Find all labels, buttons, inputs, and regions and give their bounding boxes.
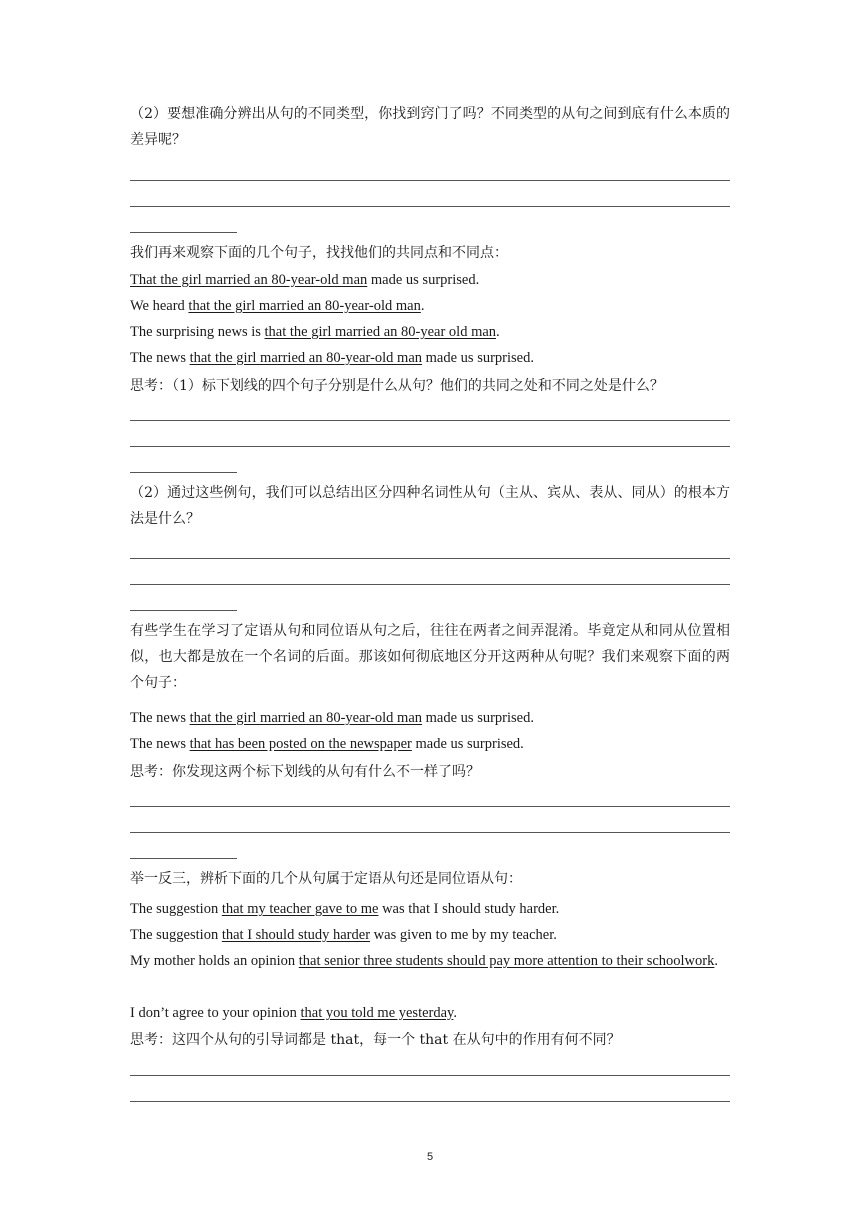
think-question-3: 思考：你发现这两个标下划线的从句有什么不一样了吗？	[130, 764, 480, 780]
answer-line	[130, 420, 730, 421]
example-sentence: The suggestion that my teacher gave to me was that I should study harder.	[130, 901, 560, 917]
practice-intro: 举一反三，辨析下面的几个从句属于定语从句还是同位语从句：	[130, 871, 522, 887]
underlined-clause: that the girl married an 80-year old man	[264, 324, 497, 340]
example-sentence: I don’t agree to your opinion that you told me yesterday.	[130, 1005, 457, 1021]
example-sentence: The suggestion that I should study harder was given to me by my teacher.	[130, 927, 557, 943]
underlined-clause: that the girl married an 80-year-old man	[189, 710, 423, 726]
underlined-clause: that the girl married an 80-year-old man	[188, 298, 421, 314]
answer-line	[130, 858, 237, 859]
answer-line	[130, 806, 730, 807]
answer-line	[130, 446, 730, 447]
think-question-4: 思考：这四个从句的引导词都是 that，每一个 that 在从句中的作用有何不同？	[130, 1032, 621, 1048]
underlined-clause: that has been posted on the newspaper	[189, 736, 412, 752]
think-question-1: 思考：（1）标下划线的四个句子分别是什么从句？他们的共同之处和不同之处是什么？	[130, 378, 664, 394]
example-sentence: The news that the girl married an 80-year-old man made us surprised.	[130, 350, 534, 366]
answer-line	[130, 472, 237, 473]
example-sentence: The news that the girl married an 80-year-old man made us surprised.	[130, 710, 534, 726]
think-question-2: （2）通过这些例句，我们可以总结出区分四种名词性从句（主从、宾从、表从、同从）的根本方法是什么？	[130, 485, 730, 527]
answer-line	[130, 832, 730, 833]
observe-intro: 我们再来观察下面的几个句子，找找他们的共同点和不同点：	[130, 245, 508, 261]
answer-line	[130, 1075, 730, 1076]
example-sentence: That the girl married an 80-year-old man made us surprised.	[130, 272, 480, 288]
answer-line	[130, 584, 730, 585]
example-sentence: The surprising news is that the girl married an 80-year old man.	[130, 324, 500, 340]
example-sentence: We heard that the girl married an 80-year-old man.	[130, 298, 425, 314]
underlined-clause: that my teacher gave to me	[221, 901, 379, 917]
answer-line	[130, 558, 730, 559]
underlined-clause: that you told me yesterday	[300, 1005, 454, 1021]
answer-line	[130, 610, 237, 611]
page-number: 5	[426, 1151, 434, 1163]
underlined-clause: that I should study harder	[221, 927, 371, 943]
answer-line	[130, 180, 730, 181]
underlined-clause: that senior three students should pay more attention to their schoolwork	[298, 953, 715, 969]
question-2-text: （2）要想准确分辨出从句的不同类型，你找到窍门了吗？不同类型的从句之间到底有什么本质的差异呢？	[130, 106, 730, 148]
answer-line	[130, 206, 730, 207]
compare-intro: 有些学生在学习了定语从句和同位语从句之后，往往在两者之间弄混淆。毕竟定从和同从位置相似，也大都是放在一个名词的后面。那该如何彻底地区分开这两种从句呢？我们来观察下面的两个句子：	[130, 623, 730, 691]
example-sentence: The news that has been posted on the newspaper made us surprised.	[130, 736, 524, 752]
answer-line	[130, 1101, 730, 1102]
underlined-clause: that the girl married an 80-year-old man	[189, 350, 423, 366]
answer-line	[130, 232, 237, 233]
example-sentence: My mother holds an opinion that senior three students should pay more attention to their schoolwork.	[130, 953, 718, 969]
underlined-clause: That the girl married an 80-year-old man	[130, 272, 368, 288]
